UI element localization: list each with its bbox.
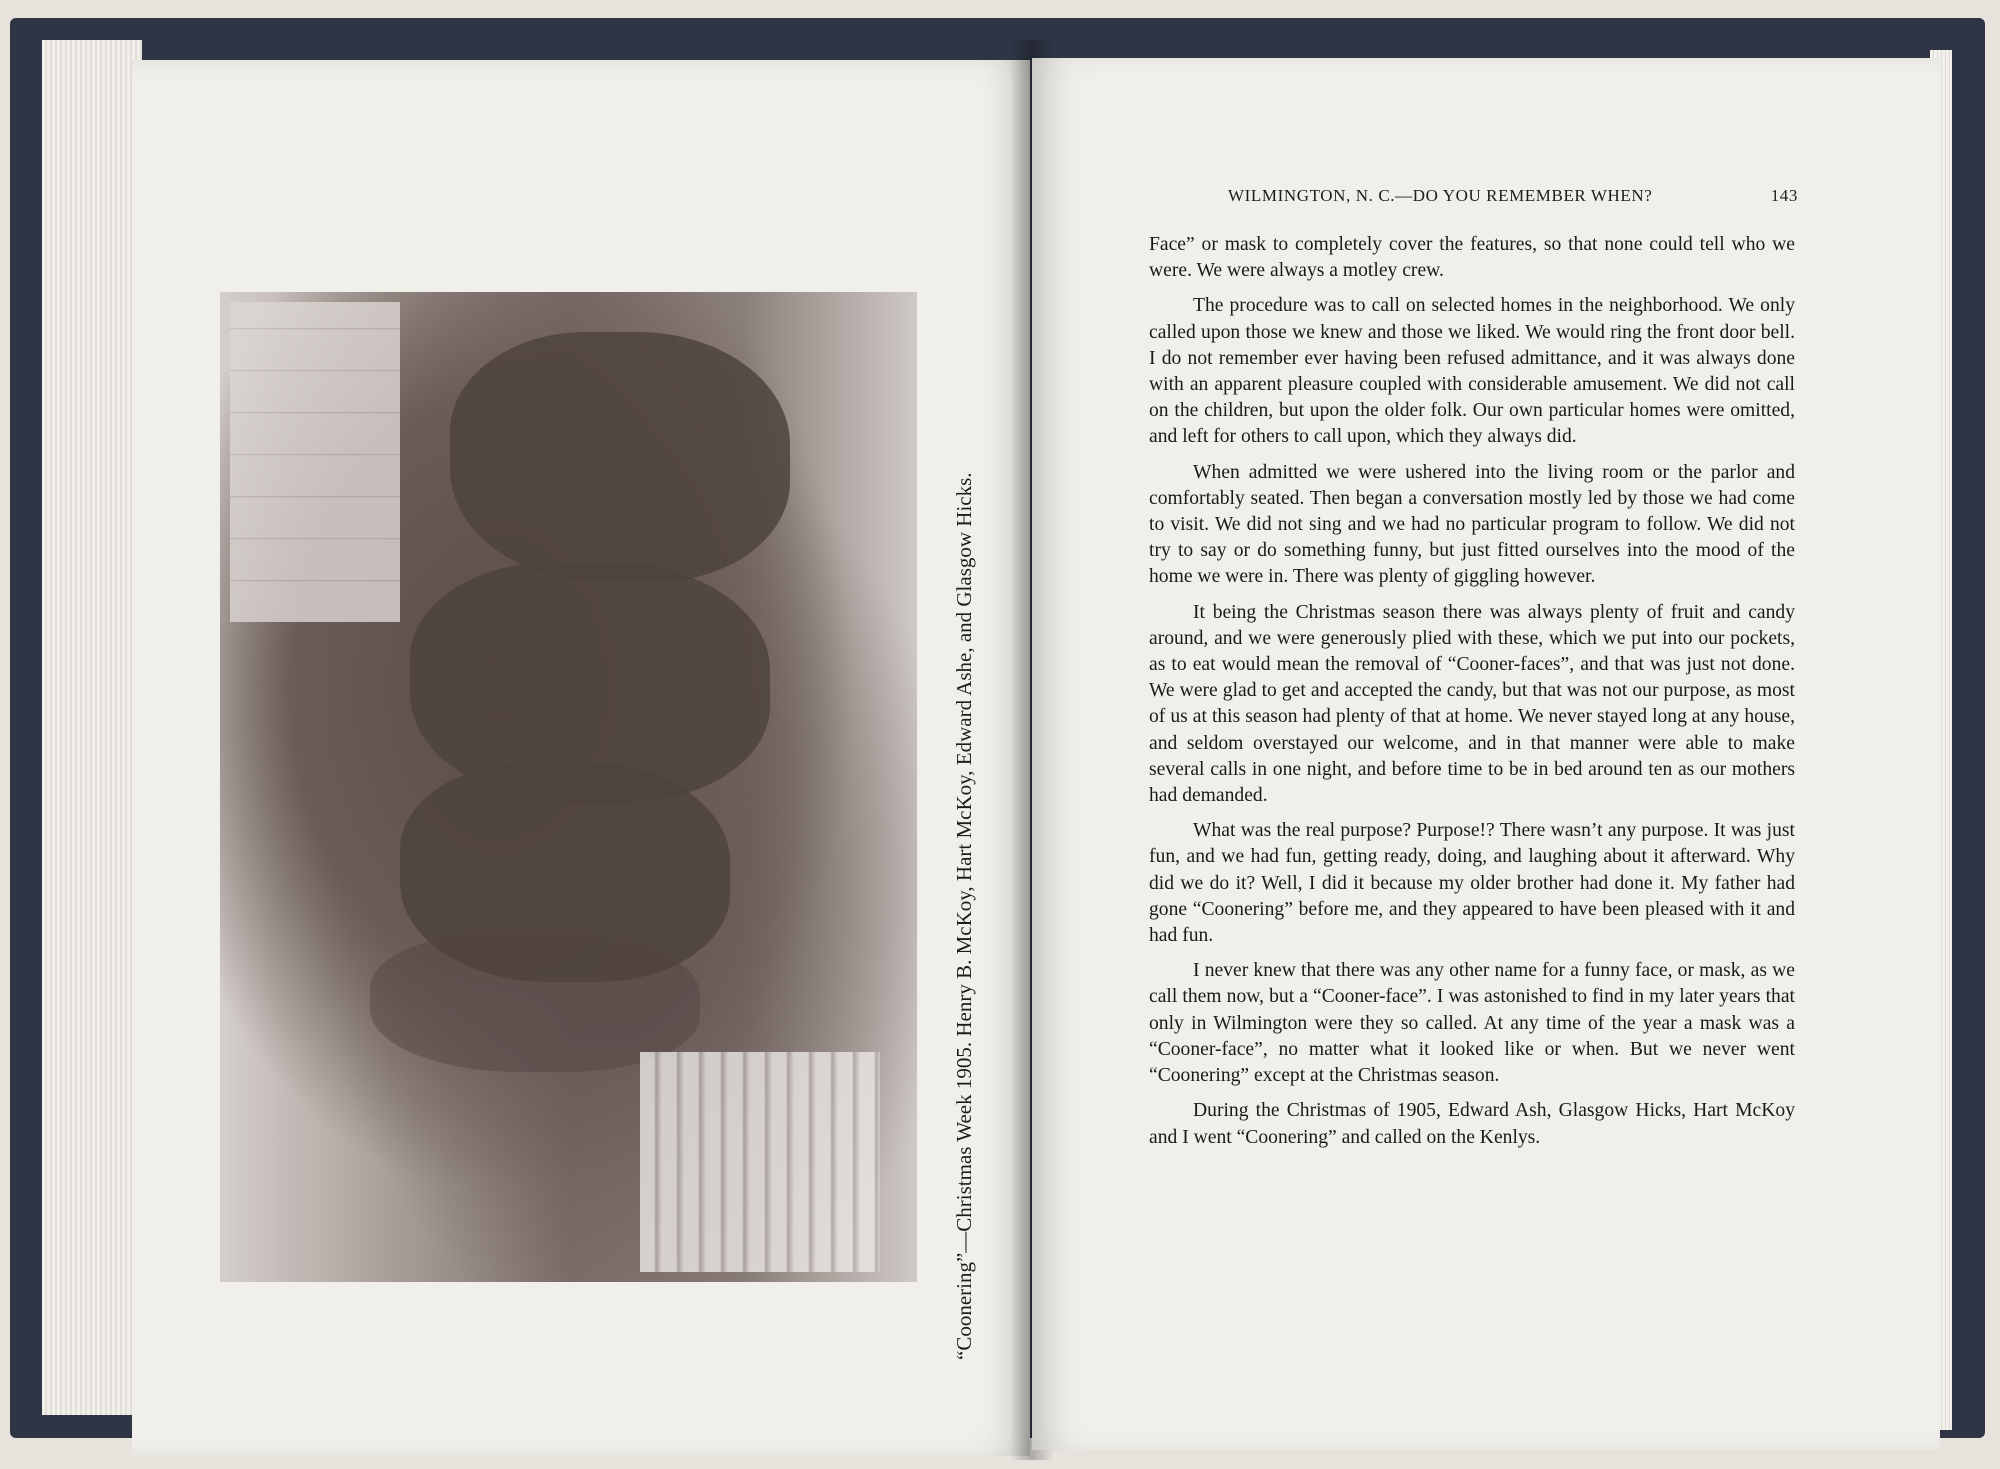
photo-fence: [640, 1052, 880, 1272]
photo-doorway: [230, 302, 400, 622]
photo-figure: [450, 332, 790, 582]
running-head: [1228, 186, 1798, 206]
paragraph: It being the Christmas season there was always plenty of fruit and candy around, and we were generously plied with these, which we put into our pockets, as to eat would mean the removal of “Cooner-faces”, and that was just not done. We were glad to get and accepted the candy, but that was not our purpose, as most of us at this season had plenty of that at home. We never stayed long at any house, and seldom overstayed our welcome, and in that manner were able to make several calls in one night, and before time to be in bed around ten as our mothers had demanded.: [1149, 601, 1795, 807]
photo-caption: “Coonering”—Christmas Week 1905. Henry B. McKoy, Hart McKoy, Edward Ashe, and Glasgow Hicks.: [952, 472, 976, 1360]
page-number: 143: [1770, 186, 1798, 205]
paragraph: I never knew that there was any other name for a funny face, or mask, as we call them now, but a “Cooner-face”. I was astonished to find in my later years that only in Wilmington were they so called. At any time of the year a mask was a “Cooner-face”, no matter what it looked like or when. But we never went “Coonering” except at the Christmas season.: [1149, 960, 1795, 1087]
running-head-title: WILMINGTON, N. C.—DO YOU REMEMBER WHEN?: [1228, 186, 1653, 205]
paragraph: Face” or mask to completely cover the features, so that none could tell who we were. We were always a motley crew.: [1149, 234, 1795, 282]
paragraph: During the Christmas of 1905, Edward Ash, Glasgow Hicks, Hart McKoy and I went “Coonering” and called on the Kenlys.: [1149, 1100, 1795, 1148]
page-edges-left: [42, 40, 142, 1415]
paragraph: What was the real purpose? Purpose!? There wasn’t any purpose. It was just fun, and we had fun, getting ready, doing, and laughing about it afterward. Why did we do it? Well, I did it because my older brother had done it. My father had gone “Coonering” before me, and they appeared to have been pleased with it and had fun.: [1149, 820, 1795, 947]
photo-figure: [370, 932, 700, 1072]
paragraph: The procedure was to call on selected homes in the neighborhood. We only called upon those we knew and those we liked. We would ring the front door bell. I do not remember ever having been refused admittance, and it was always done with an apparent pleasure coupled with considerable amusement. We did not call on the children, but upon the older folk. Our own particular homes were omitted, and left for others to call upon, which they always did.: [1149, 295, 1795, 448]
paragraph: When admitted we were ushered into the living room or the parlor and comfortably seated. Then began a conversation mostly led by those we had come to visit. We did not sing and we had no particular program to follow. We did not try to say or do something funny, but just fitted ourselves into the mood of the home we were in. There was plenty of giggling however.: [1149, 461, 1795, 588]
left-page: [132, 60, 1030, 1456]
body-text: [1149, 232, 1795, 1160]
photograph: [220, 292, 917, 1282]
